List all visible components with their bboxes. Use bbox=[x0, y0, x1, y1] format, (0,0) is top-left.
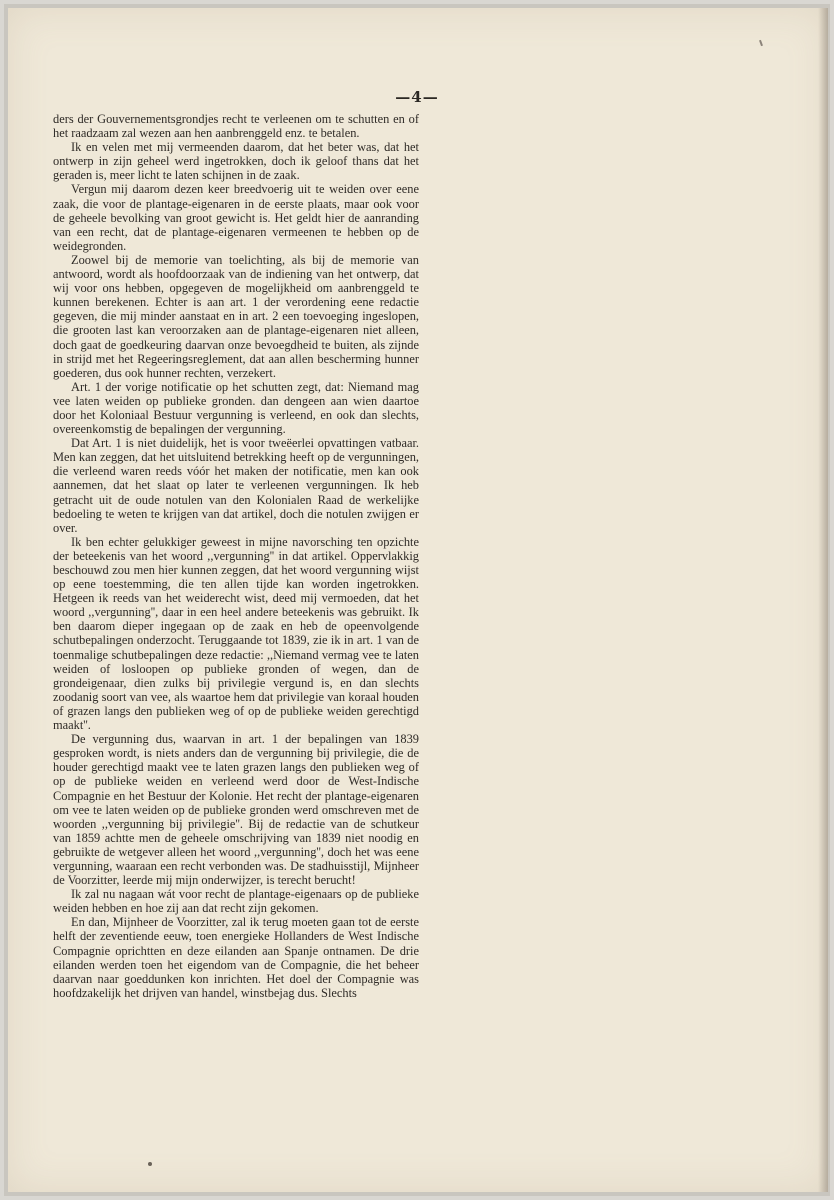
paragraph-2: Ik en velen met mij vermeenden daarom, dat het beter was, dat het ontwerp in zijn geheel werd ingetrokken, doch ik geloof thans dat het geraden is, meer licht te laten schijnen in de zaak. bbox=[53, 140, 419, 183]
paragraph-6: Dat Art. 1 is niet duidelijk, het is voor tweëerlei opvattingen vatbaar. Men kan zeggen, dat het uitsluitend betrekking heeft op de vergunningen, die verleend waren reeds vóór het maken der notificatie, men kan ook aannemen, dat het slaat op later te verleenen vergunningen. Ik heb getracht uit de oude notulen van den Kolonialen Raad de werkelijke bedoeling te weten te krijgen van dat artikel, doch die notulen zwijgen er over. bbox=[53, 436, 419, 535]
paragraph-1: ders der Gouvernementsgrondjes recht te verleenen om te schutten en of het raadzaam zal wezen aan hen aanbrenggeld enz. te betalen. bbox=[53, 112, 419, 141]
page-number: —4— bbox=[395, 88, 439, 106]
paragraph-8: De vergunning dus, waarvan in art. 1 der bepalingen van 1839 gesproken wordt, is niets anders dan de vergunning bij privilegie, die de houder gerechtigd maakt vee te laten grazen langs den publieken weg of op de publieke weiden en verleend werd door de West-Indische Compagnie en het Bestuur der Kolonie. Het recht der plantage-eigenaren om vee te laten weiden op de publieke gronden werd omschreven met de woorden ,,vergunning bij privilegie''. Bij de redactie van de schutkeur van 1859 achtte men de geheele omschrijving van 1839 niet noodig en gebruikte de wetgever alleen het woord ,,vergunning'', doch het was eene vergunning, waaraan een recht verbonden was. De stadhuisstijl, Mijnheer de Voorzitter, leerde mij mijn onderwijzer, is terecht berucht! bbox=[53, 732, 419, 888]
body-text bbox=[53, 112, 419, 1000]
paragraph-5: Art. 1 der vorige notificatie op het schutten zegt, dat: Niemand mag vee laten weiden op publieke gronden. dan dengeen aan wien daartoe door het Koloniaal Bestuur vergunning is verleend, en ook dan slechts, overeenkomstig de bepalingen der vergunning. bbox=[53, 379, 419, 437]
paragraph-7: Ik ben echter gelukkiger geweest in mijne navorsching ten opzichte der beteekenis van het woord ,,vergunning'' in dat artikel. Oppervlakkig beschouwd zou men hier kunnen zeggen, dat het woord vergunning wijst op eene toestemming, die ten allen tijde kan worden ingetrokken. Hetgeen ik reeds van het weiderecht wist, deed mij vermoeden, dat het woord ,,vergunning'', daar in een heel andere beteekenis was gebruikt. Ik ben daarom dieper ingegaan op de zaak en heb de opeenvolgende schutbepalingen onderzocht. Teruggaande tot 1839, zie ik in art. 1 van de toenmalige schutbepalingen deze redactie: ,,Niemand vermag vee te laten weiden of losloopen op publieke gronden of wegen, dan de grondeigenaar, dien zulks bij privilegie vergund is, en dan slechts zoodanig soort van vee, als waartoe hem dat privilegie van koraal houden of grazen langs den publieken weg of op de publieke weiden gerechtigd maakt''. bbox=[53, 534, 419, 733]
paragraph-4: Zoowel bij de memorie van toelichting, als bij de memorie van antwoord, wordt als hoofdoorzaak van de indiening van het ontwerp, dat wij voor ons hebben, opgegeven de mogelijkheid om aanbrenggeld te kunnen berekenen. Echter is aan art. 1 der verordening eene redactie gegeven, die mij minder aanstaat en in art. 2 een toevoeging ingeslopen, die grooten last kan veroorzaken aan de plantage-eigenaren niet alleen, doch gaat de goedkeuring daarvan onze bevoegdheid te buiten, als zijnde in strijd met het Regeeringsreglement, dat aan allen bescherming hunner goederen, dus ook hunner rechten, verzekert. bbox=[53, 252, 419, 380]
paragraph-10: En dan, Mijnheer de Voorzitter, zal ik terug moeten gaan tot de eerste helft der zeventiende eeuw, toen energieke Hollanders de West Indische Compagnie oprichtten en deze eilanden aan Spanje ontnamen. De drie eilanden werden toen het eigendom van de Compagnie, die het beheer daarvan naar goeddunken kon inrichten. Het doel der Compagnie was hoofdzakelijk het drijven van handel, winstbejag dus. Slechts bbox=[53, 915, 419, 1000]
page-edge-shadow bbox=[818, 8, 828, 1192]
paragraph-9: Ik zal nu nagaan wát voor recht de plantage-eigenaars op de publieke weiden hebben en hoe zij aan dat recht zijn gekomen. bbox=[53, 887, 419, 916]
paragraph-3: Vergun mij daarom dezen keer breedvoerig uit te weiden over eene zaak, die voor de plantage-eigenaren in de eerste plaats, maar ook voor de geheele bevolking van groot gewicht is. Het geldt hier de aanranding van een recht, dat de plantage-eigenaren vermeenen te hebben op de weidegronden. bbox=[53, 182, 419, 253]
paper-speck bbox=[148, 1162, 152, 1166]
